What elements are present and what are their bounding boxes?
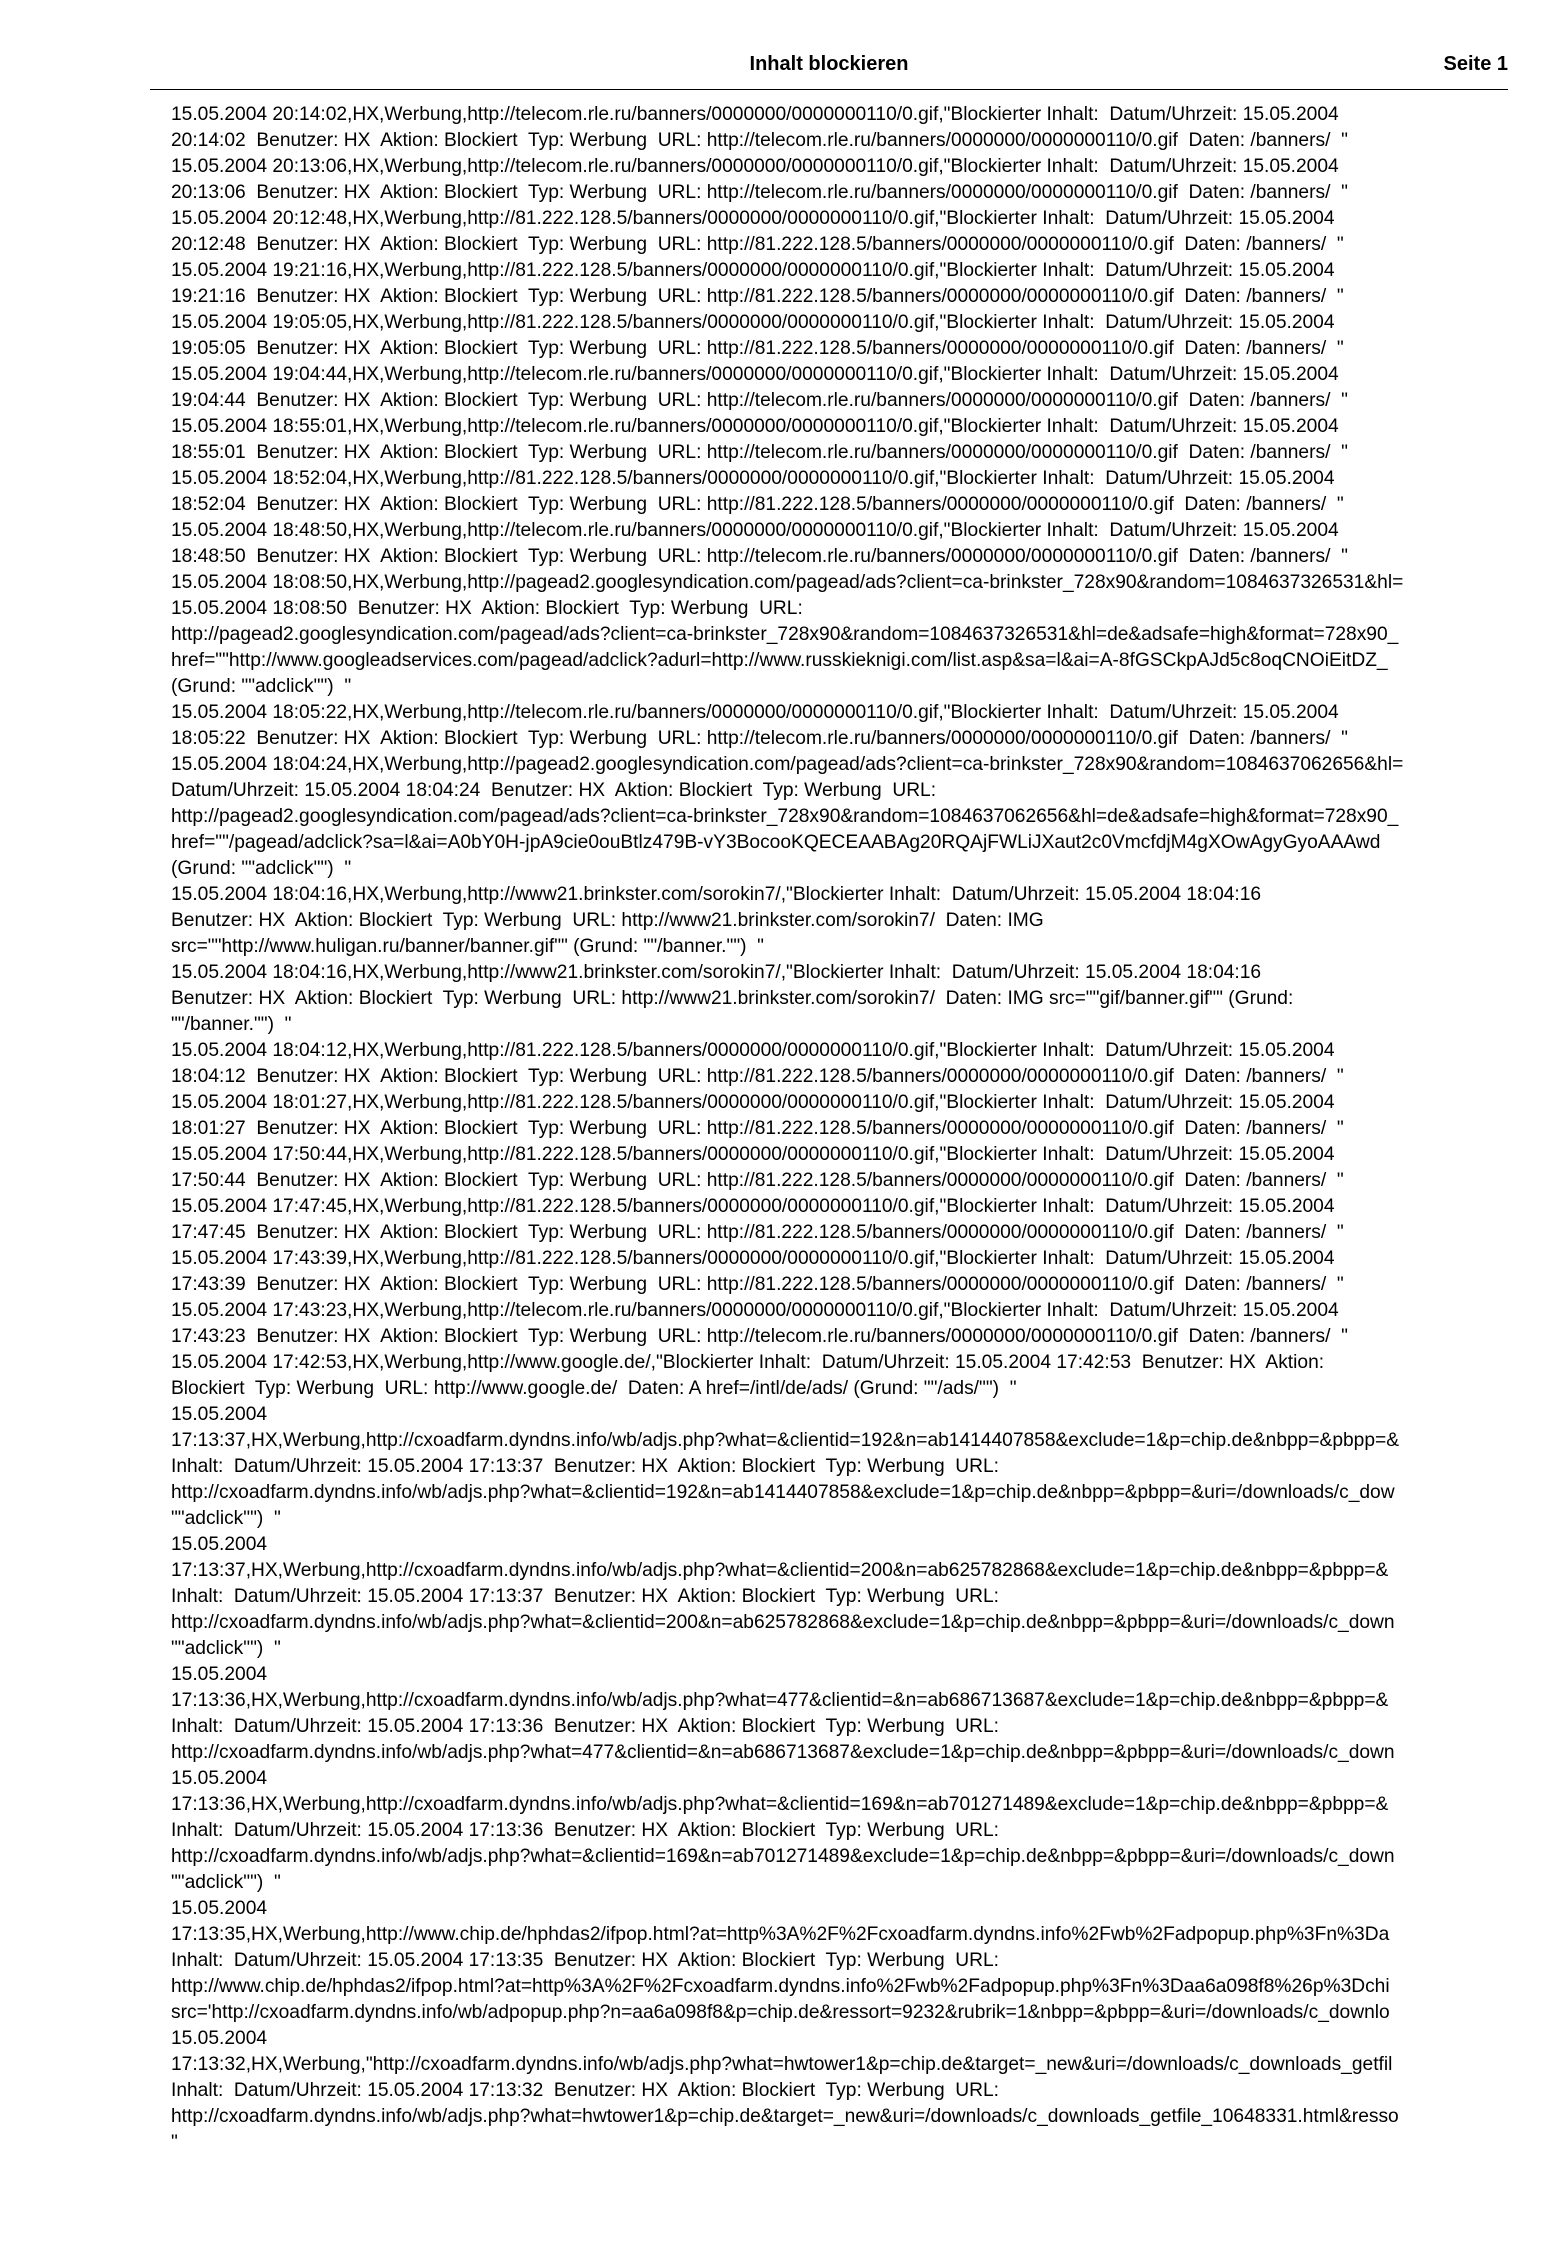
log-line: 18:52:04 Benutzer: HX Aktion: Blockiert Typ: Werbung URL: http://81.222.128.5/banners/0000000/0000000110/0.gif Daten: /banners/ " <box>171 494 1344 515</box>
log-line: http://pagead2.googlesyndication.com/pagead/ads?client=ca-brinkster_728x90&random=1084637326531&hl=de&adsafe=high&format=728x90_ <box>171 624 1399 645</box>
log-line: http://cxoadfarm.dyndns.info/wb/adjs.php?what=hwtower1&p=chip.de&target=_new&uri=/downloads/c_downloads_getfile_10648331.html&resso <box>171 2106 1399 2127</box>
log-line: 15.05.2004 17:50:44,HX,Werbung,http://81.222.128.5/banners/0000000/0000000110/0.gif,"Blockierter Inhalt: Datum/Uhrzeit: 15.05.2004 <box>171 1144 1335 1165</box>
log-line: 15.05.2004 19:05:05,HX,Werbung,http://81.222.128.5/banners/0000000/0000000110/0.gif,"Blockierter Inhalt: Datum/Uhrzeit: 15.05.2004 <box>171 312 1335 333</box>
log-line: 15.05.2004 18:04:12,HX,Werbung,http://81.222.128.5/banners/0000000/0000000110/0.gif,"Blockierter Inhalt: Datum/Uhrzeit: 15.05.2004 <box>171 1040 1335 1061</box>
log-line: Inhalt: Datum/Uhrzeit: 15.05.2004 17:13:36 Benutzer: HX Aktion: Blockiert Typ: Werbung URL: <box>171 1820 999 1841</box>
log-line: 15.05.2004 18:05:22,HX,Werbung,http://telecom.rle.ru/banners/0000000/0000000110/0.gif,"Blockierter Inhalt: Datum/Uhrzeit: 15.05.2004 <box>171 702 1339 723</box>
log-line: 15.05.2004 17:47:45,HX,Werbung,http://81.222.128.5/banners/0000000/0000000110/0.gif,"Blockierter Inhalt: Datum/Uhrzeit: 15.05.2004 <box>171 1196 1335 1217</box>
header-divider <box>150 89 1508 90</box>
log-line: src='http://cxoadfarm.dyndns.info/wb/adpopup.php?n=aa6a098f8&p=chip.de&ressort=9232&rubrik=1&nbpp=&pbpp=&uri=/downloads/c_downlo <box>171 2002 1390 2023</box>
log-line: 15.05.2004 18:04:16,HX,Werbung,http://www21.brinkster.com/sorokin7/,"Blockierter Inhalt: Datum/Uhrzeit: 15.05.2004 18:04:16 <box>171 884 1262 905</box>
log-line: ""adclick"") " <box>171 1872 281 1893</box>
log-line: href=""http://www.googleadservices.com/pagead/adclick?adurl=http://www.russkieknigi.com/list.asp&sa=l&ai=A-8fGSCkpAJd5c8oqCNOiEitDZ_ <box>171 650 1388 671</box>
log-line: http://pagead2.googlesyndication.com/pagead/ads?client=ca-brinkster_728x90&random=1084637062656&hl=de&adsafe=high&format=728x90_ <box>171 806 1399 827</box>
log-line: 18:55:01 Benutzer: HX Aktion: Blockiert Typ: Werbung URL: http://telecom.rle.ru/banners/0000000/0000000110/0.gif Daten: /banners/ " <box>171 442 1348 463</box>
log-line: 15.05.2004 17:43:23,HX,Werbung,http://telecom.rle.ru/banners/0000000/0000000110/0.gif,"Blockierter Inhalt: Datum/Uhrzeit: 15.05.2004 <box>171 1300 1339 1321</box>
log-line: http://cxoadfarm.dyndns.info/wb/adjs.php?what=477&clientid=&n=ab686713687&exclude=1&p=chip.de&nbpp=&pbpp=&uri=/downloads/c_down <box>171 1742 1395 1763</box>
log-line: 17:50:44 Benutzer: HX Aktion: Blockiert Typ: Werbung URL: http://81.222.128.5/banners/0000000/0000000110/0.gif Daten: /banners/ " <box>171 1170 1344 1191</box>
log-line: 15.05.2004 18:48:50,HX,Werbung,http://telecom.rle.ru/banners/0000000/0000000110/0.gif,"Blockierter Inhalt: Datum/Uhrzeit: 15.05.2004 <box>171 520 1339 541</box>
log-line: 17:13:32,HX,Werbung,"http://cxoadfarm.dyndns.info/wb/adjs.php?what=hwtower1&p=chip.de&target=_new&uri=/downloads/c_downloads_getfil <box>171 2054 1393 2075</box>
log-line: 17:43:39 Benutzer: HX Aktion: Blockiert Typ: Werbung URL: http://81.222.128.5/banners/0000000/0000000110/0.gif Daten: /banners/ " <box>171 1274 1344 1295</box>
log-line: 17:47:45 Benutzer: HX Aktion: Blockiert Typ: Werbung URL: http://81.222.128.5/banners/0000000/0000000110/0.gif Daten: /banners/ " <box>171 1222 1344 1243</box>
log-line: 15.05.2004 <box>171 1404 268 1425</box>
log-line: Inhalt: Datum/Uhrzeit: 15.05.2004 17:13:37 Benutzer: HX Aktion: Blockiert Typ: Werbung URL: <box>171 1456 999 1477</box>
log-line: 15.05.2004 20:12:48,HX,Werbung,http://81.222.128.5/banners/0000000/0000000110/0.gif,"Blockierter Inhalt: Datum/Uhrzeit: 15.05.2004 <box>171 208 1335 229</box>
log-line: 15.05.2004 18:01:27,HX,Werbung,http://81.222.128.5/banners/0000000/0000000110/0.gif,"Blockierter Inhalt: Datum/Uhrzeit: 15.05.2004 <box>171 1092 1335 1113</box>
log-line: Datum/Uhrzeit: 15.05.2004 18:04:24 Benutzer: HX Aktion: Blockiert Typ: Werbung URL: <box>171 780 937 801</box>
log-line: 15.05.2004 17:43:39,HX,Werbung,http://81.222.128.5/banners/0000000/0000000110/0.gif,"Blockierter Inhalt: Datum/Uhrzeit: 15.05.2004 <box>171 1248 1335 1269</box>
log-line: 17:13:36,HX,Werbung,http://cxoadfarm.dyndns.info/wb/adjs.php?what=&clientid=169&n=ab701271489&exclude=1&p=chip.de&nbpp=&pbpp=& <box>171 1794 1389 1815</box>
log-line: Inhalt: Datum/Uhrzeit: 15.05.2004 17:13:36 Benutzer: HX Aktion: Blockiert Typ: Werbung URL: <box>171 1716 999 1737</box>
log-line: ""/banner."") " <box>171 1014 292 1035</box>
log-line: 15.05.2004 19:21:16,HX,Werbung,http://81.222.128.5/banners/0000000/0000000110/0.gif,"Blockierter Inhalt: Datum/Uhrzeit: 15.05.2004 <box>171 260 1335 281</box>
log-line: 15.05.2004 <box>171 1898 268 1919</box>
log-line: ""adclick"") " <box>171 1508 281 1529</box>
log-line: Inhalt: Datum/Uhrzeit: 15.05.2004 17:13:32 Benutzer: HX Aktion: Blockiert Typ: Werbung URL: <box>171 2080 999 2101</box>
log-line: 18:01:27 Benutzer: HX Aktion: Blockiert Typ: Werbung URL: http://81.222.128.5/banners/0000000/0000000110/0.gif Daten: /banners/ " <box>171 1118 1344 1139</box>
log-line: 19:21:16 Benutzer: HX Aktion: Blockiert Typ: Werbung URL: http://81.222.128.5/banners/0000000/0000000110/0.gif Daten: /banners/ " <box>171 286 1344 307</box>
log-line: 18:04:12 Benutzer: HX Aktion: Blockiert Typ: Werbung URL: http://81.222.128.5/banners/0000000/0000000110/0.gif Daten: /banners/ " <box>171 1066 1344 1087</box>
log-line: 15.05.2004 <box>171 2028 268 2049</box>
log-line: 15.05.2004 20:13:06,HX,Werbung,http://telecom.rle.ru/banners/0000000/0000000110/0.gif,"Blockierter Inhalt: Datum/Uhrzeit: 15.05.2004 <box>171 156 1339 177</box>
page-header <box>150 52 1508 82</box>
log-line: Inhalt: Datum/Uhrzeit: 15.05.2004 17:13:35 Benutzer: HX Aktion: Blockiert Typ: Werbung URL: <box>171 1950 999 1971</box>
log-line: 18:05:22 Benutzer: HX Aktion: Blockiert Typ: Werbung URL: http://telecom.rle.ru/banners/0000000/0000000110/0.gif Daten: /banners/ " <box>171 728 1348 749</box>
log-line: href=""/pagead/adclick?sa=l&ai=A0bY0H-jpA9cie0ouBtlz479B-vY3BocooKQECEAABAg20RQAjFWLiJXaut2c0VmcfdjM4gXOwAgyGyoAAAwd <box>171 832 1381 853</box>
log-line: 17:13:36,HX,Werbung,http://cxoadfarm.dyndns.info/wb/adjs.php?what=477&clientid=&n=ab686713687&exclude=1&p=chip.de&nbpp=&pbpp=& <box>171 1690 1389 1711</box>
log-line: http://www.chip.de/hphdas2/ifpop.html?at=http%3A%2F%2Fcxoadfarm.dyndns.info%2Fwb%2Fadpopup.php%3Fn%3Daa6a098f8%26p%3Dchi <box>171 1976 1390 1997</box>
log-body <box>171 102 1557 2156</box>
log-line: Benutzer: HX Aktion: Blockiert Typ: Werbung URL: http://www21.brinkster.com/sorokin7/ Daten: IMG <box>171 910 1044 931</box>
log-line: 15.05.2004 18:55:01,HX,Werbung,http://telecom.rle.ru/banners/0000000/0000000110/0.gif,"Blockierter Inhalt: Datum/Uhrzeit: 15.05.2004 <box>171 416 1339 437</box>
log-line: 15.05.2004 <box>171 1664 268 1685</box>
log-line: src=""http://www.huligan.ru/banner/banner.gif"" (Grund: ""/banner."") " <box>171 936 764 957</box>
log-line: 20:12:48 Benutzer: HX Aktion: Blockiert Typ: Werbung URL: http://81.222.128.5/banners/0000000/0000000110/0.gif Daten: /banners/ " <box>171 234 1344 255</box>
log-line: 15.05.2004 20:14:02,HX,Werbung,http://telecom.rle.ru/banners/0000000/0000000110/0.gif,"Blockierter Inhalt: Datum/Uhrzeit: 15.05.2004 <box>171 104 1339 125</box>
log-line: Blockiert Typ: Werbung URL: http://www.google.de/ Daten: A href=/intl/de/ads/ (Grund: ""/ads/"") " <box>171 1378 1017 1399</box>
log-line: " <box>171 2132 178 2153</box>
log-line: 15.05.2004 18:08:50,HX,Werbung,http://pagead2.googlesyndication.com/pagead/ads?client=ca-brinkster_728x90&random=1084637326531&hl= <box>171 572 1404 593</box>
log-line: 19:05:05 Benutzer: HX Aktion: Blockiert Typ: Werbung URL: http://81.222.128.5/banners/0000000/0000000110/0.gif Daten: /banners/ " <box>171 338 1344 359</box>
log-line: (Grund: ""adclick"") " <box>171 858 352 879</box>
log-line: 17:13:37,HX,Werbung,http://cxoadfarm.dyndns.info/wb/adjs.php?what=&clientid=200&n=ab625782868&exclude=1&p=chip.de&nbpp=&pbpp=& <box>171 1560 1389 1581</box>
log-line: http://cxoadfarm.dyndns.info/wb/adjs.php?what=&clientid=192&n=ab1414407858&exclude=1&p=chip.de&nbpp=&pbpp=&uri=/downloads/c_dow <box>171 1482 1395 1503</box>
log-line: 15.05.2004 18:08:50 Benutzer: HX Aktion: Blockiert Typ: Werbung URL: <box>171 598 803 619</box>
log-line: 15.05.2004 <box>171 1534 268 1555</box>
log-line: http://cxoadfarm.dyndns.info/wb/adjs.php?what=&clientid=169&n=ab701271489&exclude=1&p=chip.de&nbpp=&pbpp=&uri=/downloads/c_down <box>171 1846 1395 1867</box>
log-line: 15.05.2004 18:52:04,HX,Werbung,http://81.222.128.5/banners/0000000/0000000110/0.gif,"Blockierter Inhalt: Datum/Uhrzeit: 15.05.2004 <box>171 468 1335 489</box>
log-line: 15.05.2004 <box>171 1768 268 1789</box>
log-line: 20:14:02 Benutzer: HX Aktion: Blockiert Typ: Werbung URL: http://telecom.rle.ru/banners/0000000/0000000110/0.gif Daten: /banners/ " <box>171 130 1348 151</box>
log-line: 17:43:23 Benutzer: HX Aktion: Blockiert Typ: Werbung URL: http://telecom.rle.ru/banners/0000000/0000000110/0.gif Daten: /banners/ " <box>171 1326 1348 1347</box>
log-line: 15.05.2004 17:42:53,HX,Werbung,http://www.google.de/,"Blockierter Inhalt: Datum/Uhrzeit: 15.05.2004 17:42:53 Benutzer: HX Aktion: <box>171 1352 1325 1373</box>
log-line: 15.05.2004 18:04:16,HX,Werbung,http://www21.brinkster.com/sorokin7/,"Blockierter Inhalt: Datum/Uhrzeit: 15.05.2004 18:04:16 <box>171 962 1262 983</box>
page-title: Inhalt blockieren <box>749 53 909 75</box>
log-line: 17:13:37,HX,Werbung,http://cxoadfarm.dyndns.info/wb/adjs.php?what=&clientid=192&n=ab1414407858&exclude=1&p=chip.de&nbpp=&pbpp=& <box>171 1430 1400 1451</box>
log-line: 20:13:06 Benutzer: HX Aktion: Blockiert Typ: Werbung URL: http://telecom.rle.ru/banners/0000000/0000000110/0.gif Daten: /banners/ " <box>171 182 1348 203</box>
log-line: 17:13:35,HX,Werbung,http://www.chip.de/hphdas2/ifpop.html?at=http%3A%2F%2Fcxoadfarm.dyndns.info%2Fwb%2Fadpopup.php%3Fn%3Da <box>171 1924 1390 1945</box>
log-line: http://cxoadfarm.dyndns.info/wb/adjs.php?what=&clientid=200&n=ab625782868&exclude=1&p=chip.de&nbpp=&pbpp=&uri=/downloads/c_down <box>171 1612 1395 1633</box>
log-line: (Grund: ""adclick"") " <box>171 676 352 697</box>
log-line: 18:48:50 Benutzer: HX Aktion: Blockiert Typ: Werbung URL: http://telecom.rle.ru/banners/0000000/0000000110/0.gif Daten: /banners/ " <box>171 546 1348 567</box>
log-line: 19:04:44 Benutzer: HX Aktion: Blockiert Typ: Werbung URL: http://telecom.rle.ru/banners/0000000/0000000110/0.gif Daten: /banners/ " <box>171 390 1348 411</box>
log-line: Inhalt: Datum/Uhrzeit: 15.05.2004 17:13:37 Benutzer: HX Aktion: Blockiert Typ: Werbung URL: <box>171 1586 999 1607</box>
log-line: Benutzer: HX Aktion: Blockiert Typ: Werbung URL: http://www21.brinkster.com/sorokin7/ Daten: IMG src=""gif/banner.gif"" (Grund: <box>171 988 1294 1009</box>
page-number: Seite 1 <box>1443 53 1508 75</box>
log-line: 15.05.2004 18:04:24,HX,Werbung,http://pagead2.googlesyndication.com/pagead/ads?client=ca-brinkster_728x90&random=1084637062656&hl= <box>171 754 1404 775</box>
log-line: 15.05.2004 19:04:44,HX,Werbung,http://telecom.rle.ru/banners/0000000/0000000110/0.gif,"Blockierter Inhalt: Datum/Uhrzeit: 15.05.2004 <box>171 364 1339 385</box>
log-line: ""adclick"") " <box>171 1638 281 1659</box>
